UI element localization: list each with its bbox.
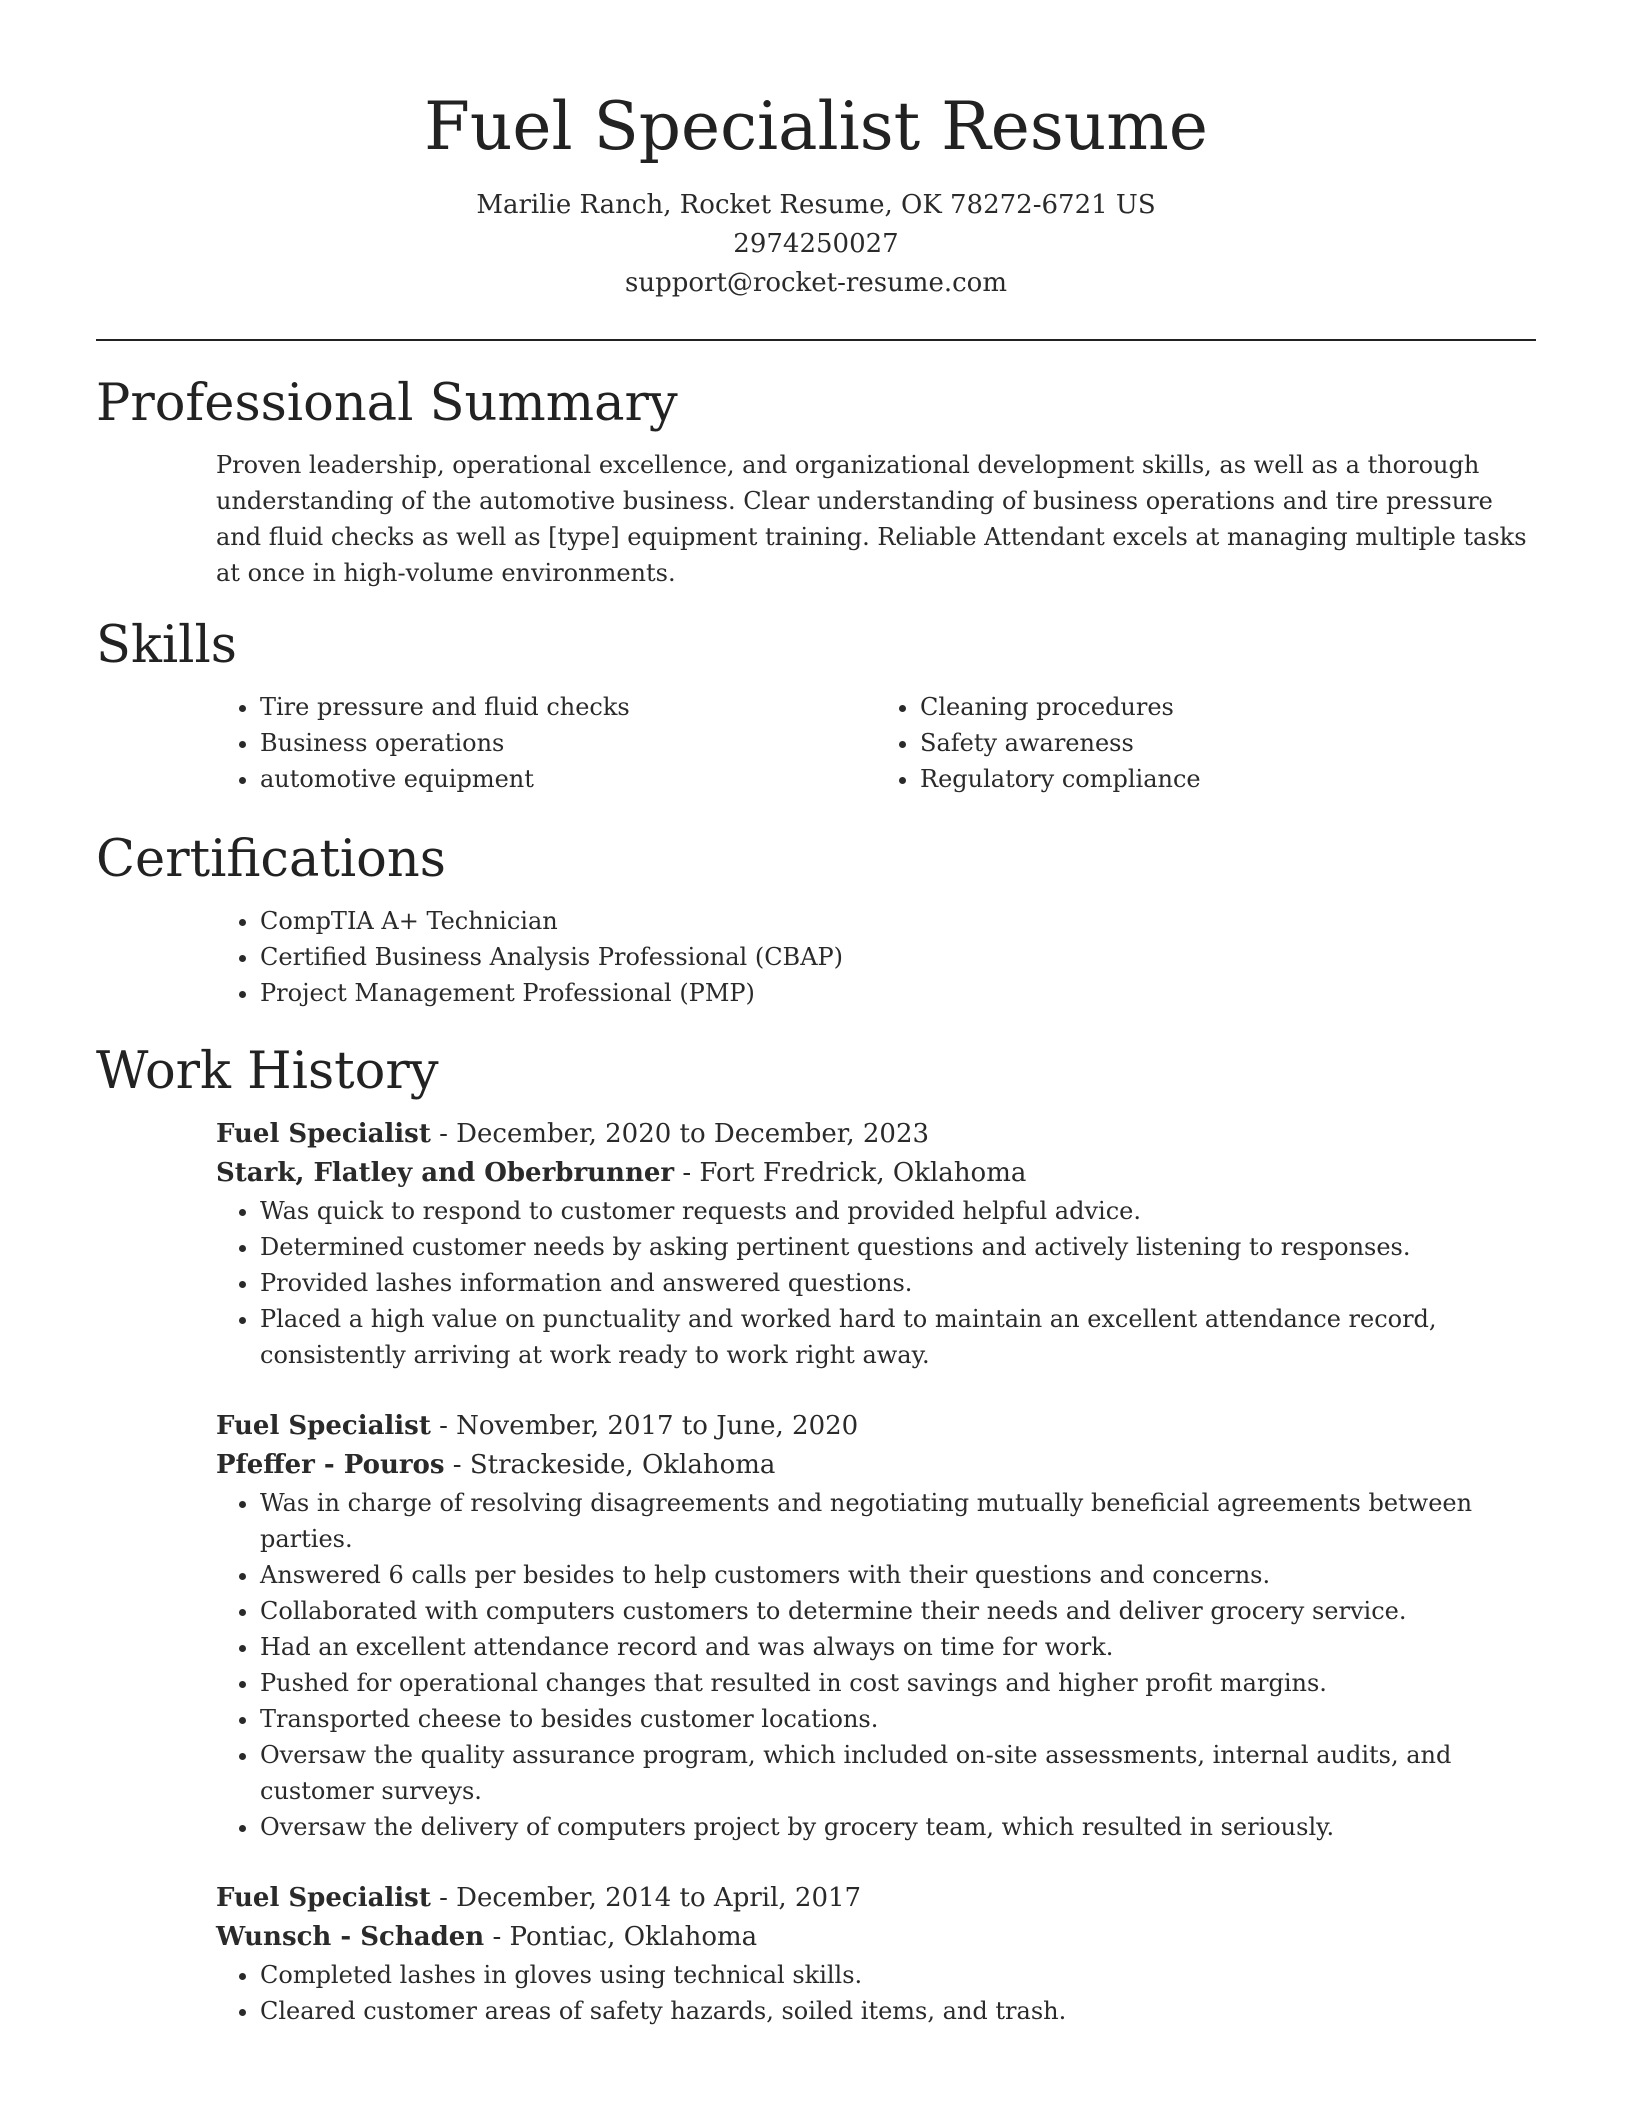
certifications-section — [216, 903, 1536, 1011]
skills-list-left — [216, 689, 876, 797]
list-item: • automotive equipment — [260, 761, 876, 797]
job-title: Fuel Specialist — [216, 1883, 431, 1913]
job-location: - Pontiac, Oklahoma — [484, 1922, 758, 1952]
job-bullets — [216, 1485, 1536, 1845]
list-item: • Collaborated with computers customers to determine their needs and deliver grocery service. — [260, 1593, 1536, 1629]
list-item: • Determined customer needs by asking pertinent questions and actively listening to responses. — [260, 1229, 1536, 1265]
list-item: • Was in charge of resolving disagreements and negotiating mutually beneficial agreements between parties. — [260, 1485, 1536, 1557]
resume-header — [96, 0, 1536, 303]
list-item: • Transported cheese to besides customer locations. — [260, 1701, 1536, 1737]
list-item: • Completed lashes in gloves using technical skills. — [260, 1957, 1536, 1993]
contact-phone: 2974250027 — [733, 229, 899, 259]
list-item: • Oversaw the delivery of computers project by grocery team, which resulted in seriously. — [260, 1809, 1536, 1845]
job-title: Fuel Specialist — [216, 1411, 431, 1441]
job-employer — [216, 1154, 1536, 1193]
list-item: • Answered 6 calls per besides to help customers with their questions and concerns. — [260, 1557, 1536, 1593]
list-item: • Cleared customer areas of safety hazards, soiled items, and trash. — [260, 1993, 1536, 2029]
resume-page — [96, 0, 1536, 2063]
list-item: • Placed a high value on punctuality and worked hard to maintain an excellent attendance record, consistently arriving at work ready to work right away. — [260, 1301, 1536, 1373]
list-item: • Safety awareness — [920, 725, 1536, 761]
list-item: • Certified Business Analysis Professional (CBAP) — [260, 939, 1536, 975]
company-name: Wunsch - Schaden — [216, 1922, 485, 1952]
skills-grid — [216, 689, 1536, 797]
skills-section — [216, 689, 1536, 797]
list-item: • Project Management Professional (PMP) — [260, 975, 1536, 1011]
job-entry — [216, 1115, 1536, 1373]
header-divider — [96, 339, 1536, 341]
list-item: • CompTIA A+ Technician — [260, 903, 1536, 939]
job-dates: - December, 2014 to April, 2017 — [430, 1883, 862, 1913]
job-location: - Strackeside, Oklahoma — [444, 1450, 776, 1480]
job-bullets — [216, 1193, 1536, 1373]
list-item: • Pushed for operational changes that resulted in cost savings and higher profit margins. — [260, 1665, 1536, 1701]
company-name: Pfeffer - Pouros — [216, 1450, 445, 1480]
skills-list-right — [876, 689, 1536, 797]
company-name: Stark, Flatley and Oberbrunner — [216, 1158, 675, 1188]
summary-text: Proven leadership, operational excellence, and organizational development skills, as well as a thorough understanding of the automotive business. Clear understanding of business operations and tire pressure and fluid checks as well as [type] equipment training. Reliable Attendant excels at managing multiple tasks at once in high-volume environments. — [216, 451, 1527, 587]
certifications-list — [216, 903, 1536, 1011]
job-dates: - November, 2017 to June, 2020 — [430, 1411, 859, 1441]
list-item: • Provided lashes information and answered questions. — [260, 1265, 1536, 1301]
job-heading — [216, 1879, 1536, 1918]
job-employer — [216, 1918, 1536, 1957]
contact-email[interactable]: support@rocket-resume.com — [624, 268, 1007, 298]
section-title-summary: Professional Summary — [96, 374, 678, 433]
section-title-certifications: Certifications — [96, 830, 446, 889]
contact-address: Marilie Ranch, Rocket Resume, OK 78272-6721 US — [476, 190, 1156, 220]
job-title: Fuel Specialist — [216, 1119, 431, 1149]
list-item: • Oversaw the quality assurance program, which included on-site assessments, internal audits, and customer surveys. — [260, 1737, 1536, 1809]
section-title-work-history: Work History — [96, 1042, 439, 1101]
summary-section — [216, 447, 1536, 591]
list-item: • Business operations — [260, 725, 876, 761]
list-item: • Regulatory compliance — [920, 761, 1536, 797]
job-employer — [216, 1446, 1536, 1485]
job-entry — [216, 1879, 1536, 2029]
section-title-skills: Skills — [96, 616, 237, 675]
job-entry — [216, 1407, 1536, 1845]
list-item: • Was quick to respond to customer requests and provided helpful advice. — [260, 1193, 1536, 1229]
resume-title: Fuel Specialist Resume — [424, 88, 1208, 165]
job-bullets — [216, 1957, 1536, 2029]
job-heading — [216, 1407, 1536, 1446]
list-item: • Had an excellent attendance record and was always on time for work. — [260, 1629, 1536, 1665]
list-item: • Tire pressure and fluid checks — [260, 689, 876, 725]
job-heading — [216, 1115, 1536, 1154]
work-history-section — [216, 1115, 1536, 2029]
job-location: - Fort Fredrick, Oklahoma — [674, 1158, 1027, 1188]
job-dates: - December, 2020 to December, 2023 — [430, 1119, 930, 1149]
list-item: • Cleaning procedures — [920, 689, 1536, 725]
